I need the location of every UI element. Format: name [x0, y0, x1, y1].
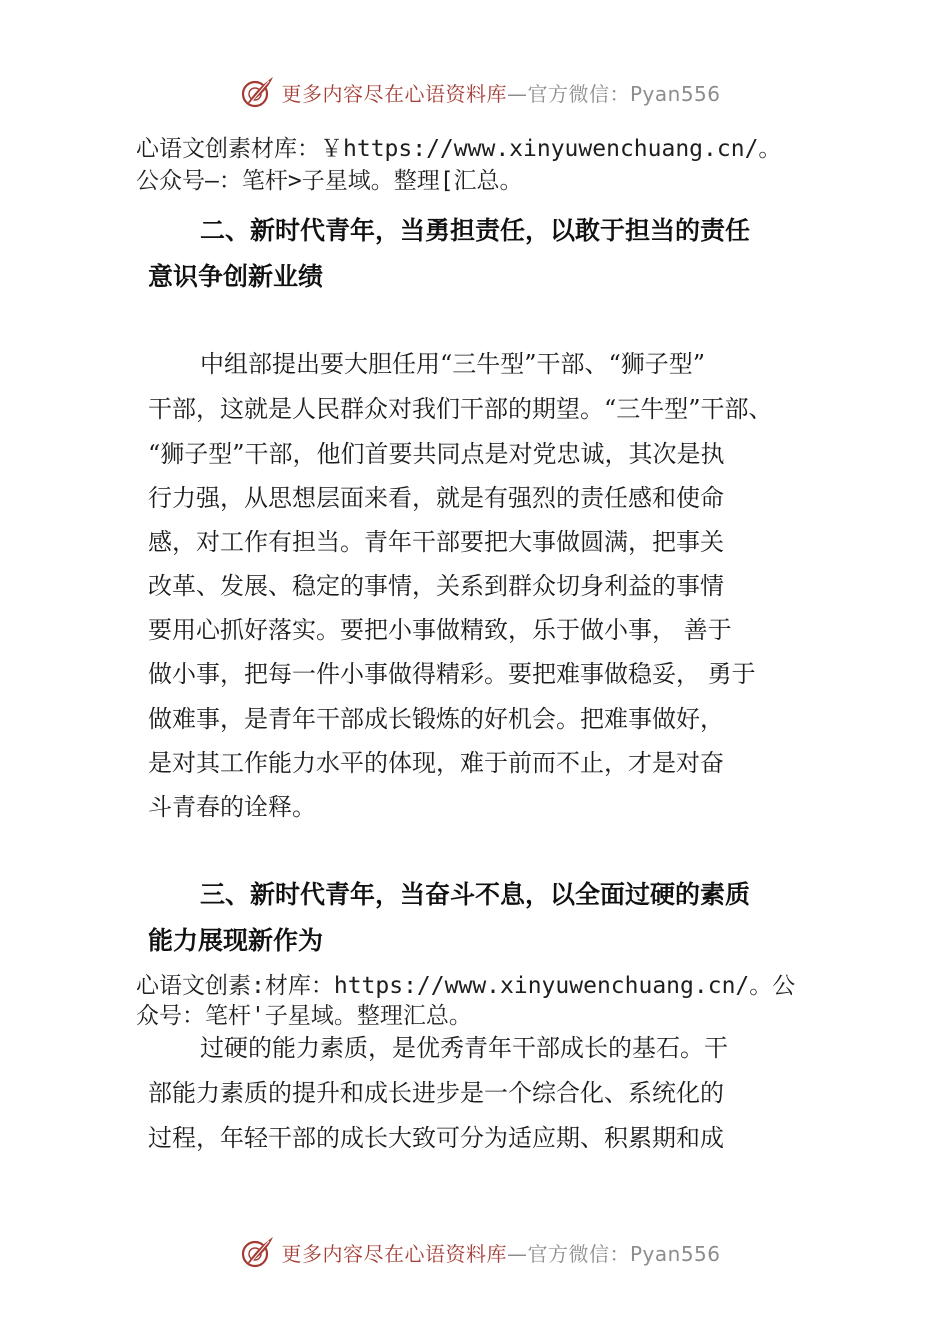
- paragraph-line: 干部，这就是人民群众对我们干部的期望。“三牛型”干部、: [148, 395, 773, 423]
- banner-main-text: 更多内容尽在心语资料库: [281, 1241, 507, 1266]
- meta-line-2: 公众号—：笔杆>子星域。整理[汇总。: [136, 168, 523, 194]
- footer-banner: [0, 1232, 950, 1272]
- meta-line-4: 众号：笔杆'子星域。整理汇总。: [136, 1003, 472, 1029]
- paragraph-line: 行力强，从思想层面来看，就是有强烈的责任感和使命: [148, 484, 724, 512]
- header-banner: [0, 72, 950, 112]
- banner-wechat-id: Pyan556: [629, 1241, 721, 1266]
- paragraph-line: 要用心抓好落实。要把小事做精致，乐于做小事， 善于: [148, 616, 732, 644]
- paragraph-line: 过硬的能力素质，是优秀青年干部成长的基石。干: [200, 1034, 728, 1062]
- paragraph-line: 做难事，是青年干部成长锻炼的好机会。把难事做好，: [148, 705, 724, 733]
- meta-line-1: 心语文创素材库：￥https://www.xinyuwenchuang.cn/。: [136, 136, 782, 162]
- paragraph-line: 改革、发展、稳定的事情，关系到群众切身利益的事情: [148, 572, 724, 600]
- paragraph-line: 是对其工作能力水平的体现，难于前而不止，才是对奋: [148, 749, 724, 777]
- banner-text: [281, 78, 720, 107]
- feather-quill-logo-icon: [239, 1234, 275, 1270]
- paragraph-line: 感，对工作有担当。青年干部要把大事做圆满，把事关: [148, 528, 724, 556]
- section-3-heading-line-1: 三、新时代青年，当奋斗不息，以全面过硬的素质: [200, 880, 751, 909]
- paragraph-line: 斗青春的诠释。: [148, 793, 316, 821]
- banner-separator-text: —官方微信：: [506, 1241, 630, 1266]
- feather-quill-logo-icon: [239, 74, 275, 110]
- paragraph-line: 做小事，把每一件小事做得精彩。要把难事做稳妥， 勇于: [148, 660, 756, 688]
- paragraph-line: “狮子型”干部，他们首要共同点是对党忠诚，其次是执: [148, 440, 725, 468]
- section-2-heading-line-2: 意识争创新业绩: [148, 262, 324, 291]
- banner-wechat-id: Pyan556: [629, 81, 721, 106]
- banner-main-text: 更多内容尽在心语资料库: [281, 81, 507, 106]
- section-2-heading-line-1: 二、新时代青年，当勇担责任，以敢于担当的责任: [200, 216, 751, 245]
- paragraph-line: 过程，年轻干部的成长大致可分为适应期、积累期和成: [148, 1124, 724, 1152]
- section-3-heading-line-2: 能力展现新作为: [148, 926, 324, 955]
- paragraph-line: 部能力素质的提升和成长进步是一个综合化、系统化的: [148, 1079, 724, 1107]
- banner-text: [281, 1238, 720, 1267]
- paragraph-line: 中组部提出要大胆任用“三牛型”干部、“狮子型”: [200, 350, 706, 378]
- meta-line-3: 心语文创素:材库：https://www.xinyuwenchuang.cn/。公: [136, 973, 796, 999]
- banner-separator-text: —官方微信：: [506, 81, 630, 106]
